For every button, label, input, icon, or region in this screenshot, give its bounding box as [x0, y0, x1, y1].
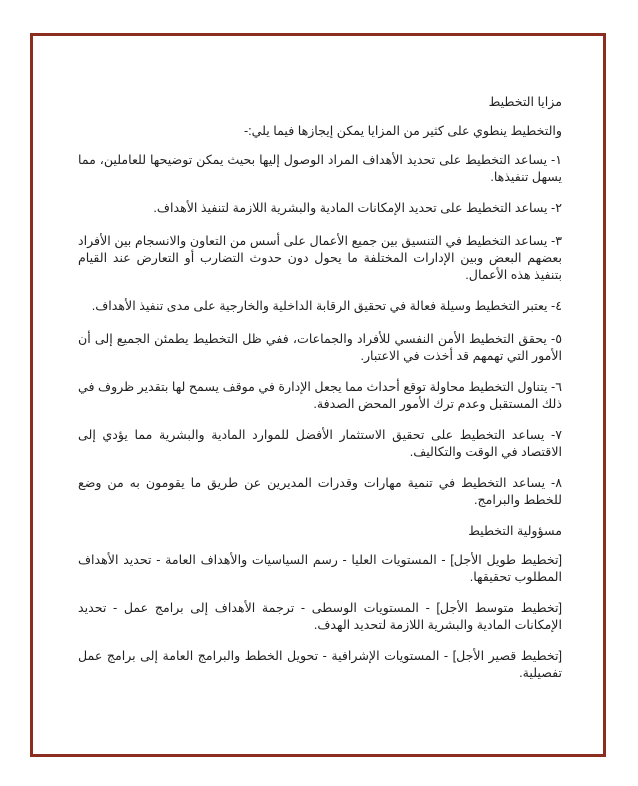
advantage-item-3: ٣- يساعد التخطيط في التنسيق بين جميع الأعمال على أسس من التعاون والانسجام بين الأفراد بعضهم البعض وبين الإدارات المختلفة ما يحول دون حدوث التضارب أو التعارض عند القيام بتنفيذ هذه الأعمال. [78, 234, 562, 282]
advantage-item-7: ٧- يساعد التخطيط على تحقيق الاستثمار الأفضل للموارد المادية والبشرية مما يؤدي إلى الاقتصاد في الوقت والتكاليف. [78, 428, 562, 459]
responsibility-item-3: [تخطيط قصير الأجل] - المستويات الإشرافية - تحويل الخطط والبرامج العامة إلى برامج عمل تفصيلية. [78, 649, 562, 680]
advantage-item-8: ٨- يساعد التخطيط في تنمية مهارات وقدرات المديرين عن طريق ما يقومون به من وضع للخطط والبرامج. [78, 476, 562, 507]
advantage-item-2: ٢- يساعد التخطيط على تحديد الإمكانات المادية والبشرية اللازمة لتنفيذ الأهداف. [153, 201, 562, 215]
responsibility-item-2: [تخطيط متوسط الأجل] - المستويات الوسطى - ترجمة الأهداف إلى برامج عمل - تحديد الإمكانات المادية والبشرية اللازمة لتحديد الهدف. [78, 601, 562, 632]
document-body [78, 94, 562, 696]
advantage-item-1: ١- يساعد التخطيط على تحديد الأهداف المراد الوصول إليها بحيث يمكن توضيحها للعاملين، مما يسهل تنفيذها. [78, 153, 562, 184]
advantage-item-6: ٦- يتناول التخطيط محاولة توقع أحداث مما يجعل الإدارة في موقف يسمح لها بتقدير ظروف في ذلك المستقبل وعدم ترك الأمور المحض الصدفة. [78, 380, 562, 411]
responsibility-item-1: [تخطيط طويل الأجل] - المستويات العليا - رسم السياسيات والأهداف العامة - تحديد الأهداف المطلوب تحقيقها. [78, 553, 562, 584]
page-title: مزايا التخطيط [488, 95, 562, 109]
section-title: مسؤولية التخطيط [468, 524, 562, 538]
intro-paragraph: والتخطيط ينطوي على كثير من المزايا يمكن إيجازها فيما يلي:- [243, 124, 562, 138]
advantage-item-4: ٤- يعتبر التخطيط وسيلة فعالة في تحقيق الرقابة الداخلية والخارجية على مدى تنفيذ الأهداف. [91, 299, 562, 313]
advantage-item-5: ٥- يحقق التخطيط الأمن النفسي للأفراد والجماعات، ففي ظل التخطيط يطمئن الجميع إلى أن الأمور التي تهمهم قد أخذت في الاعتبار. [78, 332, 562, 363]
